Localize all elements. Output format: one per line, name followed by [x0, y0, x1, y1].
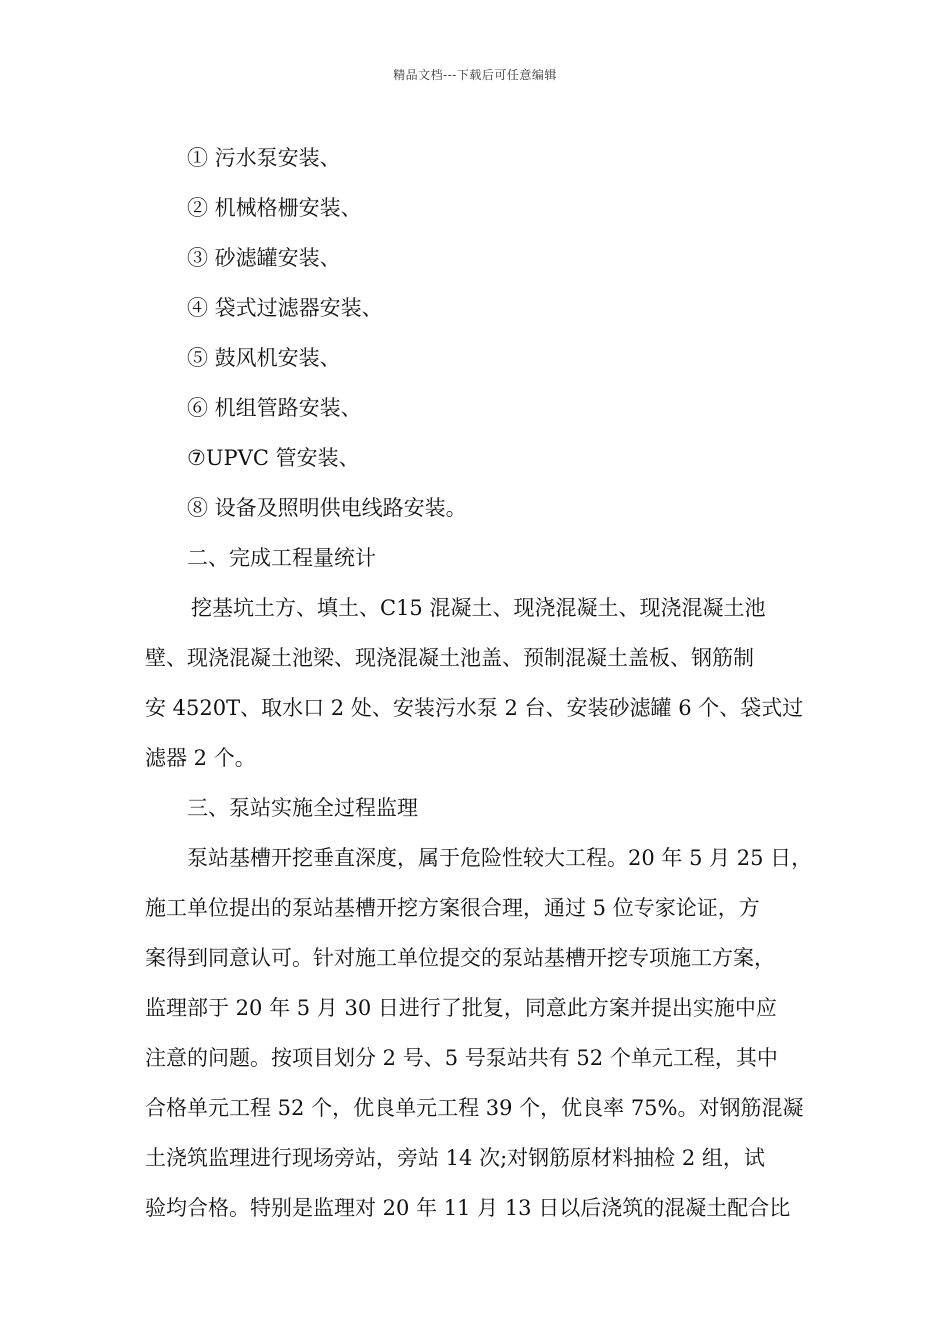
paragraph-line: 案得到同意认可。针对施工单位提交的泵站基槽开挖专项施工方案， [145, 946, 775, 970]
list-item: ④ 袋式过滤器安装、 [187, 296, 383, 320]
list-item: ⑧ 设备及照明供电线路安装。 [187, 496, 467, 520]
paragraph-line: 监理部于 20 年 5 月 30 日进行了批复，同意此方案并提出实施中应 [145, 996, 777, 1020]
paragraph-line: 验均合格。特别是监理对 20 年 11 月 13 日以后浇筑的混凝土配合比 [145, 1196, 791, 1220]
paragraph-line: 合格单元工程 52 个，优良单元工程 39 个，优良率 75%。对钢筋混凝 [145, 1096, 804, 1120]
paragraph-line: 泵站基槽开挖垂直深度，属于危险性较大工程。20 年 5 月 25 日， [187, 846, 813, 870]
list-item: ⑦UPVC 管安装、 [187, 446, 360, 470]
paragraph-line: 安 4520T、取水口 2 处、安装污水泵 2 台、安装砂滤罐 6 个、袋式过 [145, 696, 804, 720]
list-item: ① 污水泵安装、 [187, 146, 341, 170]
list-item: ③ 砂滤罐安装、 [187, 246, 341, 270]
paragraph-line: 土浇筑监理进行现场旁站，旁站 14 次;对钢筋原材料抽检 2 组，试 [145, 1146, 765, 1170]
list-item: ② 机械格栅安装、 [187, 196, 362, 220]
paragraph-line: 施工单位提出的泵站基槽开挖方案很合理，通过 5 位专家论证，方 [145, 896, 760, 920]
list-item: ⑤ 鼓风机安装、 [187, 346, 341, 370]
document-body [145, 133, 815, 1233]
section-heading: 三、泵站实施全过程监理 [187, 796, 418, 820]
list-item: ⑥ 机组管路安装、 [187, 396, 362, 420]
page-header: 精品文档---下载后可任意编辑 [393, 68, 557, 82]
paragraph-line: 挖基坑土方、填土、C15 混凝土、现浇混凝土、现浇混凝土池 [191, 596, 766, 620]
paragraph-line: 滤器 2 个。 [145, 746, 256, 770]
paragraph-line: 注意的问题。按项目划分 2 号、5 号泵站共有 52 个单元工程，其中 [145, 1046, 778, 1070]
section-heading: 二、完成工程量统计 [187, 546, 376, 570]
paragraph-line: 壁、现浇混凝土池梁、现浇混凝土池盖、预制混凝土盖板、钢筋制 [145, 646, 754, 670]
